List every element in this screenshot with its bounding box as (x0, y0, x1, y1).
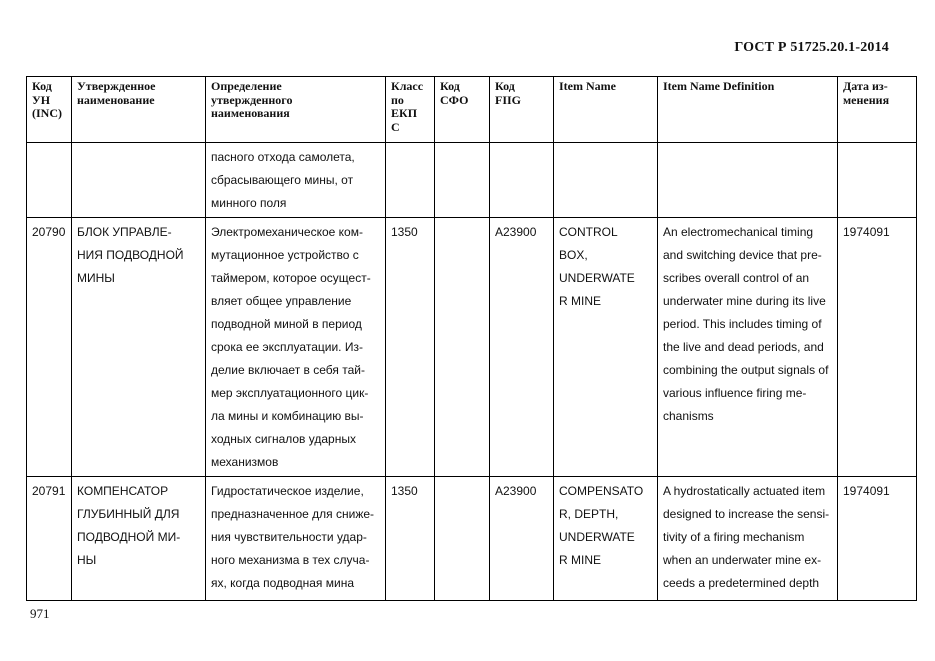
header-approved-definition: Определение утвержденного наименования (206, 77, 386, 143)
definition-cell: пасного отхода самолета, сбрасывающего мины, от минного поля (206, 143, 386, 218)
table-row (27, 477, 917, 601)
item-definition-cell: A hydrostatically actuated item designed to increase the sensi- tivity of a firing mechanism when an underwater mine ex- ceeds a predetermined depth (658, 477, 838, 601)
header-change-date: Дата из- менения (838, 77, 917, 143)
header-class: Класс по ЕКП С (386, 77, 435, 143)
table-row (27, 218, 917, 477)
date-cell: 1974091 (838, 477, 917, 601)
fiig-cell (490, 143, 554, 218)
class-cell (386, 143, 435, 218)
inc-cell: 20791 (27, 477, 72, 601)
inc-cell (27, 143, 72, 218)
date-cell (838, 143, 917, 218)
item-definition-cell (658, 143, 838, 218)
sfo-cell (435, 218, 490, 477)
table-header-row (27, 77, 917, 143)
approved-name-cell (72, 143, 206, 218)
header-inc: Код УН (INC) (27, 77, 72, 143)
page-number: 971 (30, 606, 50, 621)
document-standard-number: ГОСТ Р 51725.20.1-2014 (734, 40, 889, 55)
item-name-cell: COMPENSATO R, DEPTH, UNDERWATE R MINE (554, 477, 658, 601)
nomenclature-table (26, 76, 917, 601)
date-cell: 1974091 (838, 218, 917, 477)
sfo-cell (435, 143, 490, 218)
item-name-cell (554, 143, 658, 218)
approved-name-cell: БЛОК УПРАВЛЕ- НИЯ ПОДВОДНОЙ МИНЫ (72, 218, 206, 477)
header-item-name: Item Name (554, 77, 658, 143)
item-name-cell: CONTROL BOX, UNDERWATE R MINE (554, 218, 658, 477)
fiig-cell: A23900 (490, 218, 554, 477)
definition-cell: Электромеханическое ком- мутационное устройство с таймером, которое осущест- вляет общее управление подводной миной в период срока ее эксплуатации. Из- делие включает в себя тай- мер эксплуатационного цик- ла мины и комбинацию вы- ходных сигналов ударных механизмов (206, 218, 386, 477)
class-cell: 1350 (386, 218, 435, 477)
inc-cell: 20790 (27, 218, 72, 477)
header-sfo: Код СФО (435, 77, 490, 143)
header-item-definition: Item Name Definition (658, 77, 838, 143)
item-definition-cell: An electromechanical timing and switching device that pre- scribes overall control of an underwater mine during its live period. This includes timing of the live and dead periods, and combining the output signals of various influence firing me- chanisms (658, 218, 838, 477)
header-approved-name: Утвержденное наименование (72, 77, 206, 143)
approved-name-cell: КОМПЕНСАТОР ГЛУБИННЫЙ ДЛЯ ПОДВОДНОЙ МИ- НЫ (72, 477, 206, 601)
header-fiig: Код FIIG (490, 77, 554, 143)
sfo-cell (435, 477, 490, 601)
fiig-cell: A23900 (490, 477, 554, 601)
definition-cell: Гидростатическое изделие, предназначенное для сниже- ния чувствительности удар- ного механизма в тех случа- ях, когда подводная мина (206, 477, 386, 601)
class-cell: 1350 (386, 477, 435, 601)
table-row (27, 143, 917, 218)
